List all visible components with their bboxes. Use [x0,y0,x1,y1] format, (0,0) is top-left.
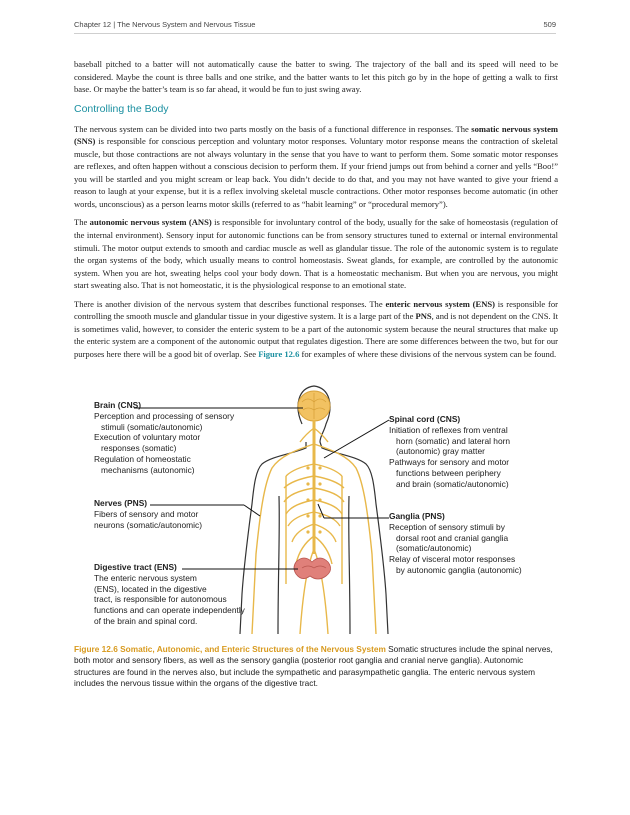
nervous-system-figure [74,384,558,634]
spinal-cord-label-title: Spinal cord (CNS) [389,414,461,424]
enteric-paragraph: There is another division of the nervous system that describes functional responses. The enteric nervous system (ENS) is responsible for controlling the smooth muscle and glandular tissue in your digestive system. It is a large part of the PNS, and is not dependent on the CNS. It is sometimes valid, however, to consider the enteric system to be a part of the autonomic system because the neural structures that make up the enteric system are a component of the autonomic output that regulates digestion. There are some differences between the two, but for our purposes here there will be a good bit of overlap. See Figure 12.6 for examples of where these divisions of the nervous system can be found. [74,298,559,359]
autonomic-paragraph: The autonomic nervous system (ANS) is responsible for involuntary control of the body, usually for the sake of homeostasis (regulation of the internal environment). Sensory input for autonomic functions can be from sensory structures tuned to external or internal environmental stimuli. The motor output extends to smooth and cardiac muscle as well as glandular tissue. The role of the autonomic system is to regulate the organ systems of the body, which usually means to control homeostasis. Sweat glands, for example, are controlled by the autonomic system. When you are hot, sweating helps cool your body down. That is a homeostatic mechanism. But when you are nervous, you might start sweating also. That is not homeostatic, it is the physiological response to an emotional state. [74,217,558,291]
brain-label-title: Brain (CNS) [94,400,141,410]
autonomic-term: autonomic nervous system (ANS) [89,217,212,228]
ganglia-label-title: Ganglia (PNS) [389,511,445,521]
body-text [74,58,558,366]
intro-paragraph: baseball pitched to a batter will not automatically cause the batter to swing. The trajectory of the ball and its speed will need to be considered. Maybe the count is three balls and one strike, and the batter wants to let this pitch go by in the hope of getting a walk to first base. Or maybe the batter’s team is so far ahead, it would be fun to just swing away. [74,59,558,95]
brain-label: Brain (CNS) Perception and processing of sensory stimuli (somatic/autonomic) Execution of voluntary motor responses (somatic) Regulation of homeostatic mechanisms (autonomic) [94,400,279,476]
digestive-label-title: Digestive tract (ENS) [94,562,177,572]
nerves-label-title: Nerves (PNS) [94,498,148,508]
chapter-title: Chapter 12 | The Nervous System and Nervous Tissue [74,20,256,29]
somatic-paragraph: The nervous system can be divided into two parts mostly on the basis of a functional difference in responses. The somatic nervous system (SNS) is responsible for conscious perception and voluntary motor responses. Voluntary motor response means the contraction of skeletal muscle, but those contractions are not always voluntary in the sense that you have to want to perform them. Some somatic motor responses are reflexes, and often happen without a conscious decision to perform them. If your friend jumps out from behind a corner and yells “Boo!” you will be startled and you might scream or leap back. You didn’t decide to do that, and you may not have wanted to give your friend a reason to laugh at your expense, but it is a reflex involving skeletal muscle contractions. Other motor responses become automatic (in other words, unconscious) as a person learns motor skills (referred to as “habit learning” or “procedural memory”). [74,123,558,209]
page-number: 509 [543,20,556,29]
enteric-term: enteric nervous system (ENS) [385,298,495,309]
nerves-label: Nerves (PNS) Fibers of sensory and motor neurons (somatic/autonomic) [94,498,254,530]
figure-link[interactable]: Figure 12.6 [258,348,300,359]
section-heading: Controlling the Body [74,102,169,115]
ganglia-label: Ganglia (PNS) Reception of sensory stimuli by dorsal root and cranial ganglia (somatic/autonomic) Relay of visceral motor responses by autonomic ganglia (autonomic) [389,511,557,576]
pns-term: PNS [415,311,432,322]
intestine-icon [294,558,331,579]
spinal-cord-label: Spinal cord (CNS) Initiation of reflexes from ventral horn (somatic) and lateral horn (autonomic) gray matter Pathways for sensory and motor functions between periphery and brain (somatic/autonomic) [389,414,557,490]
somatic-term: somatic nervous system (SNS) [74,123,558,147]
digestive-label: Digestive tract (ENS) The enteric nervous system (ENS), located in the digestive tract, is responsible for autonomous functions and can operate independently of the brain and spinal cord. [94,562,284,627]
figure-caption [74,644,558,690]
caption-title: Figure 12.6 Somatic, Autonomic, and Enteric Structures of the Nervous System [74,644,386,654]
header-divider [74,33,556,34]
caption-text: Somatic structures include the spinal nerves, both motor and sensory fibers, as well as the sensory ganglia (posterior root ganglia and cranial nerve ganglia). Autonomic structures are found in the nerves also, but include the sympathetic and parasympathetic ganglia. The enteric nervous system includes the nervous tissue within the organs of the digestive tract. [74,644,553,689]
brain-icon [298,391,330,421]
